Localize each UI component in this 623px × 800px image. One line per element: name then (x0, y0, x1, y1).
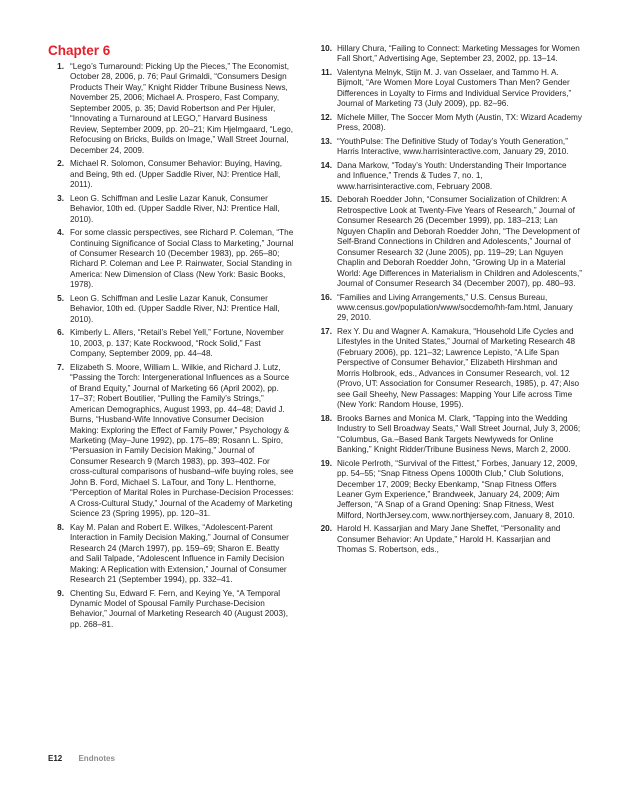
endnote-text: Brooks Barnes and Monica M. Clark, “Tapping into the Wedding Industry to Sell Broadway Seats,” Wall Street Journal, July 3, 2006; “Columbus, Ga.–Based Bank Targets Newlyweds for Online Banking,” Knight Ridder/Tribune Business News, March 2, 2000. (337, 413, 581, 455)
endnote (48, 62, 294, 156)
endnote-text: Michele Miller, The Soccer Mom Myth (Austin, TX: Wizard Academy Press, 2008). (337, 112, 582, 133)
endnote-text: Chenting Su, Edward F. Fern, and Keying Ye, “A Temporal Dynamic Model of Spousal Family Purchase-Decision Behavior,” Journal of Marketing Research 40 (August 2003), pp. 268–81. (70, 588, 288, 629)
chapter-heading: Chapter 6 (48, 43, 111, 58)
page-footer (48, 754, 115, 764)
left-column (48, 43, 294, 633)
endnote-number: 14. (320, 160, 332, 170)
endnote (48, 328, 294, 359)
endnote (316, 459, 582, 522)
endnote (316, 414, 582, 456)
endnote-number: 12. (320, 112, 332, 122)
endnote-number: 13. (320, 136, 332, 146)
endnote-text: Michael R. Solomon, Consumer Behavior: Buying, Having, and Being, 9th ed. (Upper Saddle River, NJ: Prentice Hall, 2011). (70, 159, 283, 190)
endnote-number: 17. (320, 326, 332, 336)
endnote (316, 137, 582, 158)
endnote (316, 161, 582, 192)
endnote-text: Valentyna Melnyk, Stijn M. J. van Osselaer, and Tammo H. A. Bijmolt, “Are Women More Loyal Customers Than Men? Gender Differences in Loyalty to Firms and Individual Service Providers,” Journal of Marketing 73 (July 2009), pp. 82–96. (337, 68, 572, 109)
endnote (48, 228, 294, 291)
endnote-number: 11. (321, 68, 332, 77)
endnote (316, 113, 582, 134)
endnote-number: 20. (320, 524, 332, 534)
endnote-text: Deborah Roedder John, “Consumer Socialization of Children: A Retrospective Look at Twenty-Five Years of Research,” Journal of Consumer Research 26 (December 1999), pp. 183–213; Lan Nguyen Chaplin and Deborah Roedder John, “The Development of Self-Brand Connections in Children and Adolescents,” Journal of Consumer Research 32 (June 2005), pp. 119–29; Lan Nguyen Chaplin and Deborah Roedder John, “Growing Up in a Material World: Age Differences in Materialism in Children and Adolescents,” Journal of Consumer Research 34 (December 2007), pp. 480–93. (337, 195, 582, 288)
endnote-text: For some classic perspectives, see Richard P. Coleman, “The Continuing Significance of Social Class to Marketing,” Journal of Consumer Research 10 (December 1983), pp. 265–80; Richard P. Coleman and Lee P. Rainwater, Social Standing in America: New Dimension of Class (New York: Basic Books, 1978). (70, 228, 294, 290)
endnote (316, 44, 582, 65)
endnote-text: Elizabeth S. Moore, William L. Wilkie, and Richard J. Lutz, “Passing the Torch: Intergenerational Influences as a Source of Brand Equity,” Journal of Marketing 66 (April 2002), pp. 17–37; Robert Boutilier, “Pulling the Family’s Strings,” American Demographics, August 1993, pp. 44–48; David J. Burns, “Husband-Wife Innovative Consumer Decision Making: Exploring the Effect of Family Power,” Psychology & Marketing (May–June 1992), pp. 175–89; Rosann L. Spiro, “Persuasion in Family Decision Making,” Journal of Consumer Research 9 (March 1983), pp. 393–402. For cross-cultural comparisons of husband–wife buying roles, see John B. Ford, Michael S. LaTour, and Tony L. Henthorne, “Perception of Marital Roles in Purchase-Decision Processes: A Cross-Cultural Study,” Journal of the Academy of Marketing Science 23 (Spring 1995), pp. 120–31. (70, 362, 294, 519)
endnote (316, 327, 582, 411)
endnote (48, 194, 294, 225)
endnote-number: 7. (57, 362, 64, 372)
endnote-text: “YouthPulse: The Definitive Study of Today’s Youth Generation,” Harris Interactive, www.harrisinteractive.com, January 29, 2010. (337, 136, 569, 157)
endnote-number: 8. (57, 522, 64, 532)
right-column (316, 44, 582, 559)
page-number: E12 (48, 754, 63, 763)
endnote (48, 589, 294, 631)
endnote (316, 293, 582, 324)
endnote-list-right (316, 44, 582, 556)
endnote-list-left (48, 62, 294, 630)
endnote-text: Nicole Perlroth, “Survival of the Fittest,” Forbes, January 12, 2009, pp. 54–55; “Snap Fitness Opens 1000th Club,” Club Solutions, December 17, 2009; Becky Ebenkamp, “Snap Fitness Offers Leaner Gym Experience,” Brandweek, January 24, 2009; Aim Jefferson, “A Snap of a Grand Opening: Snap Fitness, West Milford, NorthJersey.com, www.northjersey.com, January 8, 2010. (337, 458, 578, 520)
endnote-number: 4. (57, 228, 64, 238)
endnote-text: Kay M. Palan and Robert E. Wilkes, “Adolescent-Parent Interaction in Family Decision Making,” Journal of Consumer Research 24 (March 1997), pp. 159–69; Sharon E. Beatty and Salil Talpade, “Adolescent Influence in Family Decision Making: A Replication with Extension,” Journal of Consumer Research 21 (September 1994), pp. 332–41. (70, 522, 289, 584)
endnote-number: 1. (57, 62, 64, 71)
endnote-text: Kimberly L. Allers, “Retail’s Rebel Yell,” Fortune, November 10, 2003, p. 137; Kate Rockwood, “Rock Solid,” Fast Company, September 2009, pp. 44–48. (70, 328, 284, 359)
endnote (316, 524, 582, 555)
endnote-number: 10. (320, 44, 332, 53)
endnote (48, 294, 294, 325)
endnote-number: 3. (57, 193, 64, 203)
running-footer-title: Endnotes (78, 754, 115, 763)
endnote-number: 6. (57, 328, 64, 338)
endnote-number: 15. (320, 195, 332, 205)
endnote-number: 18. (320, 413, 332, 423)
endnote-number: 19. (320, 458, 332, 468)
endnote-text: Leon G. Schiffman and Leslie Lazar Kanuk, Consumer Behavior, 10th ed. (Upper Saddle River, NJ: Prentice Hall, 2010). (70, 193, 280, 224)
endnote-text: Harold H. Kassarjian and Mary Jane Sheffet, “Personality and Consumer Behavior: An Update,” Harold H. Kassarjian and Thomas S. Robertson, eds., (337, 524, 561, 555)
endnote (48, 363, 294, 520)
endnote-text: Hillary Chura, “Failing to Connect: Marketing Messages for Women Fall Short,” Advertising Age, September 23, 2002, pp. 13–14. (337, 44, 580, 64)
endnote (48, 523, 294, 586)
endnote-text: Leon G. Schiffman and Leslie Lazar Kanuk, Consumer Behavior, 10th ed. (Upper Saddle River, NJ: Prentice Hall, 2010). (70, 293, 280, 324)
endnote (316, 195, 582, 289)
endnote-text: “Lego’s Turnaround: Picking Up the Pieces,” The Economist, October 28, 2006, p. 76; Paul Grimaldi, “Consumers Design Products Their Way,” Knight Ridder Tribune Business News, November 25, 2006; Michael A. Prospero, Fast Company, September 2005, p. 35; David Robertson and Per Hjuler, “Innovating a Turnaround at LEGO,” Harvard Business Review, September 2009, pp. 20–21; Kim Hjelmgaard, “Lego, Refocusing on Bricks, Builds on Image,” Wall Street Journal, December 24, 2009. (70, 62, 294, 155)
endnote-number: 2. (57, 159, 64, 169)
endnote-text: Rex Y. Du and Wagner A. Kamakura, “Household Life Cycles and Lifestyles in the United States,” Journal of Marketing Research 48 (February 2006), pp. 121–32; Lawrence Lepisto, “A Life Span Perspective of Consumer Behavior,” Elizabeth Hirshman and Morris Holbrook, eds., Advances in Consumer Research, vol. 12 (Provo, UT: Association for Consumer Research, 1985), p. 47; Also see Gail Sheehy, New Passages: Mapping Your Life across Time (New York: Random House, 1995). (337, 326, 580, 410)
endnote-number: 5. (57, 293, 64, 303)
endnote-text: “Families and Living Arrangements,” U.S. Census Bureau, www.census.gov/population/www/socdemo/hh-fam.html, January 29, 2010. (337, 292, 573, 323)
endnote-number: 9. (57, 588, 64, 598)
endnote (48, 159, 294, 190)
endnote-number: 16. (320, 292, 332, 302)
endnote (316, 68, 582, 110)
endnote-text: Dana Markow, “Today’s Youth: Understanding Their Importance and Influence,” Trends & Tudes 7, no. 1, www.harrisinteractive.com, February 2008. (337, 160, 567, 191)
